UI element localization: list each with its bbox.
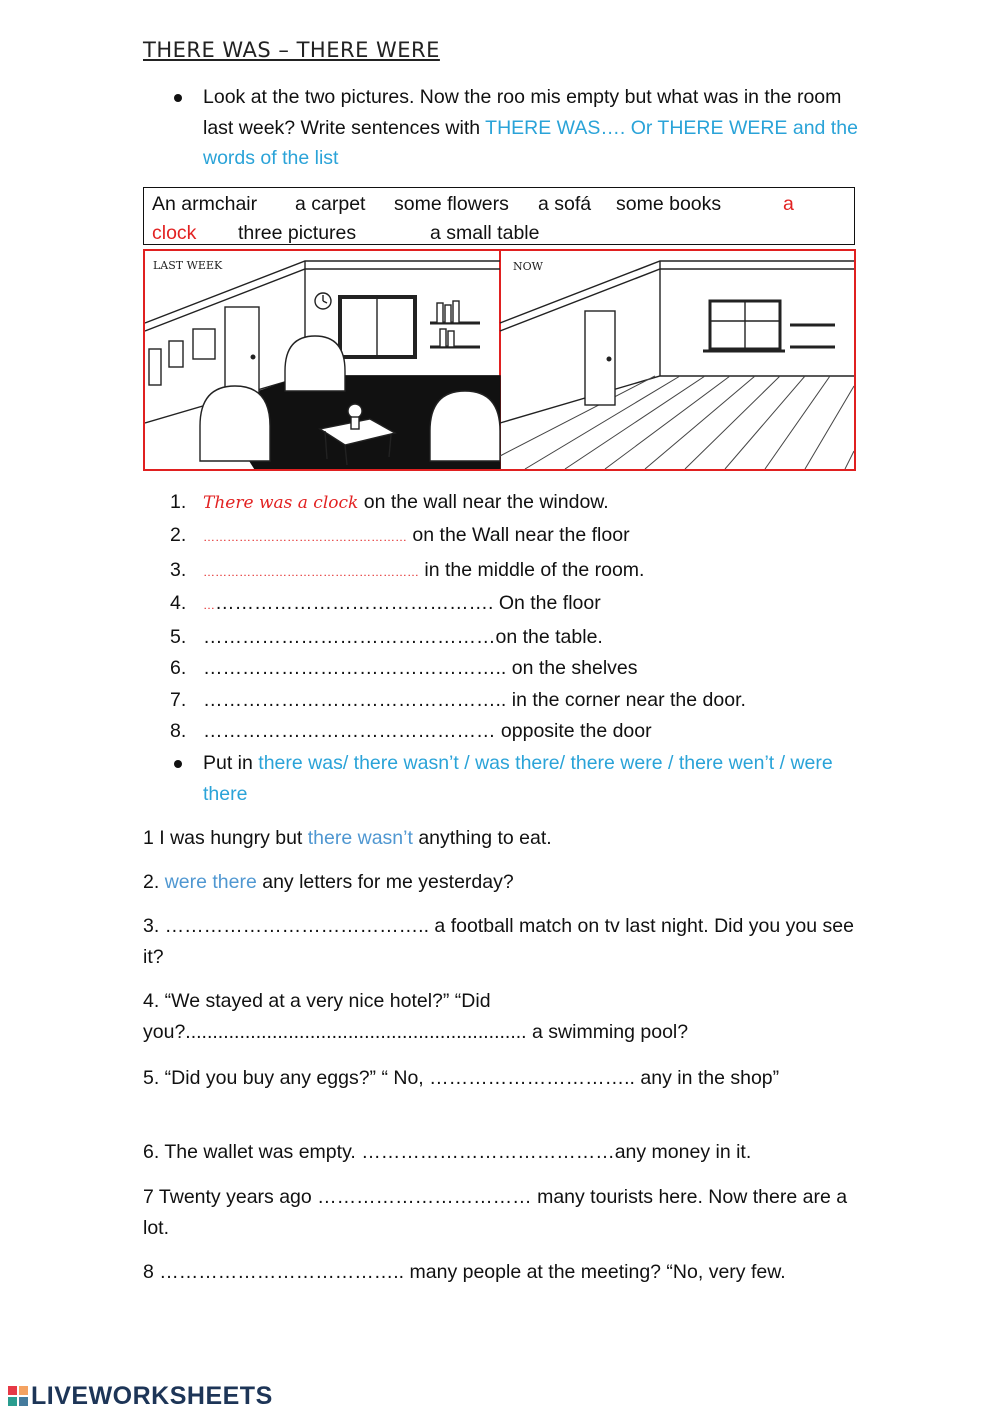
item-text[interactable]: ……………………………………… opposite the door [203, 720, 652, 742]
instruction-1-highlight: THERE WAS…. Or THERE WERE and the words of the list [203, 116, 858, 169]
answer-blank[interactable]: … [203, 598, 215, 612]
instruction-2-text: Put in [203, 752, 259, 774]
now-label: NOW [513, 260, 543, 273]
word-small-table: a small table [430, 222, 540, 244]
book [448, 331, 454, 347]
answer-blank[interactable]: There was a clock [203, 493, 359, 513]
item-text: in the middle of the room. [419, 559, 645, 581]
sentence-text: anything to eat. [412, 827, 552, 849]
flowers [348, 404, 362, 418]
word-books: some books [616, 193, 722, 215]
word-list-box [143, 187, 855, 245]
item-text[interactable]: ……………………………………….. in the corner near the door. [203, 689, 746, 711]
word-armchair: An armchair [152, 193, 258, 215]
answer-blank[interactable]: …………………………………………… [203, 530, 407, 544]
bullet-icon [174, 760, 182, 768]
vase [351, 417, 359, 429]
item-number: 7. [170, 689, 187, 711]
answer-blank[interactable]: were there [164, 871, 257, 893]
book [437, 303, 443, 323]
book [440, 329, 446, 347]
instruction-1 [203, 82, 863, 174]
word-carpet: a carpet [295, 193, 366, 215]
instruction-2 [203, 748, 863, 809]
brand-text: LIVEWORKSHEETS [31, 1382, 273, 1410]
sentence-text: 1 I was hungry but [143, 827, 308, 849]
item-number: 1. [170, 491, 187, 513]
logo-icon [8, 1386, 28, 1406]
instruction-1-text: Look at the two pictures. Now the roo mis empty but what was in the room last week? Write sentences with [203, 86, 842, 139]
liveworksheets-logo [8, 1382, 273, 1411]
book [445, 305, 451, 323]
last-week-label: LAST WEEK [153, 259, 223, 272]
word-clock: clock [152, 222, 197, 244]
sentence-text: any letters for me yesterday? [256, 871, 514, 893]
item-text: ……………………………………. On the floor [215, 592, 601, 614]
answer-blank[interactable]: ……………………………………………… [203, 565, 419, 579]
word-flowers: some flowers [394, 193, 509, 215]
exercise-2-sentence-7[interactable]: 7 Twenty years ago …………………………… many tourists here. Now there are a lot. [143, 1186, 848, 1239]
sofa [430, 391, 500, 461]
exercise-2-sentence-3[interactable]: 3. ………………………………….. a football match on tv last night. Did you you see it? [143, 915, 854, 968]
answer-blank[interactable]: there wasn’t [307, 827, 413, 849]
item-number: 3. [170, 559, 187, 581]
item-text[interactable]: ………………………………………on the table. [203, 626, 603, 648]
sentence-text: 2. [143, 871, 165, 893]
armchair [285, 336, 345, 391]
instruction-2-highlight: there was/ there wasn’t / was there/ there were / there wen’t / were there [203, 752, 833, 805]
item-number: 8. [170, 720, 187, 742]
item-text: on the wall near the window. [358, 491, 609, 513]
now-room [500, 261, 854, 469]
worksheet-title: THERE WAS – THERE WERE [143, 38, 440, 62]
item-number: 6. [170, 657, 187, 679]
item-number: 2. [170, 524, 187, 546]
wall-picture [169, 341, 183, 367]
exercise-2-sentence-8[interactable]: 8 ……………………………….. many people at the meeting? “No, very few. [143, 1261, 786, 1283]
wood-floor [500, 376, 854, 469]
exercise-2-sentence-1 [143, 823, 863, 854]
exercise-2-sentence-6[interactable]: 6. The wallet was empty. …………………………………any money in it. [143, 1141, 752, 1163]
exercise-2-sentence-4[interactable]: 4. “We stayed at a very nice hotel?” “Did you?............................................................... a swimming pool? [143, 990, 689, 1043]
item-text[interactable]: ……………………………………….. on the shelves [203, 657, 638, 679]
armchair [200, 386, 270, 461]
item-number: 4. [170, 592, 187, 614]
word-pictures: three pictures [238, 222, 357, 244]
room-pictures [143, 249, 856, 471]
wall-picture [149, 349, 161, 385]
item-number: 5. [170, 626, 187, 648]
word-sofa: a sofá [538, 193, 592, 215]
item-text: on the Wall near the floor [407, 524, 630, 546]
bullet-icon [174, 94, 182, 102]
room-illustration [145, 251, 854, 469]
word-a: a [783, 193, 794, 215]
last-week-room [145, 261, 500, 469]
book [453, 301, 459, 323]
wall-picture [193, 329, 215, 359]
exercise-2-sentence-5[interactable]: 5. “Did you buy any eggs?” “ No, ………………………….. any in the shop” [143, 1067, 780, 1089]
exercise-2-sentence-2 [143, 867, 863, 898]
